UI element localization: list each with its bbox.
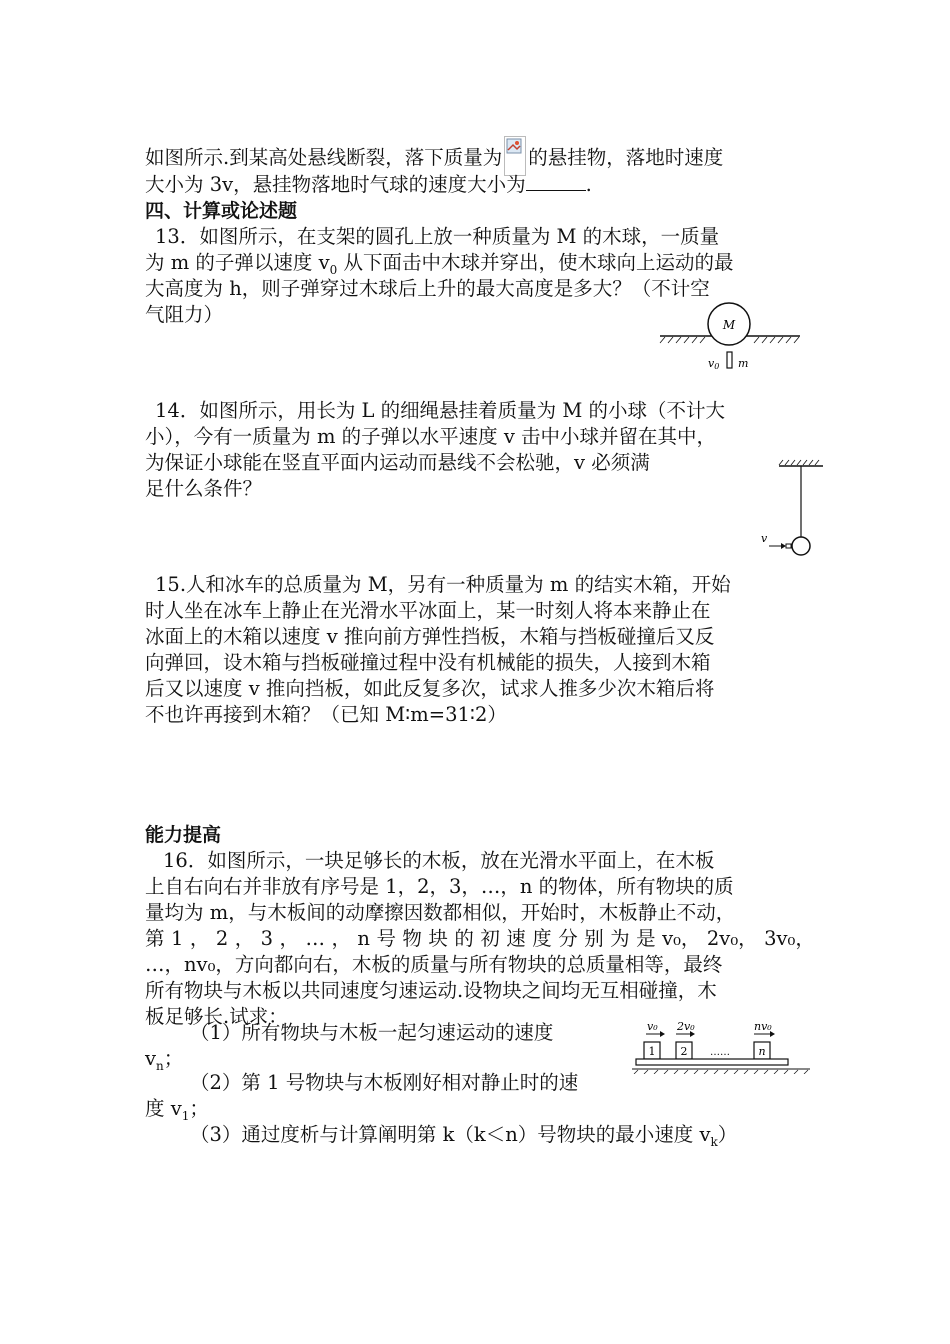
q16-figure — [632, 1018, 812, 1074]
small-ball — [792, 537, 810, 555]
q12-line-1: 如图所示.到某高处悬线断裂，落下质量为 的悬挂物，落地时速度 — [145, 136, 723, 176]
answer-blank — [526, 172, 586, 191]
q16-line-5: …，nv₀，方向都向右，木板的质量与所有物块的总质量相等，最终 — [145, 953, 723, 976]
q13-line-3: 大高度为 h，则子弹穿过木球后上升的最大高度是多大？（不计空 — [145, 277, 710, 300]
q14-line-1: 14．如图所示，用长为 L 的细绳悬挂着质量为 M 的小球（不计大 — [155, 399, 726, 422]
q13-line-2: 为 m 的子弹以速度 $v_0$ 从下面击中木球并穿出，使木球向上运动的最 — [145, 251, 734, 277]
q15-line-1: 15.人和冰车的总质量为 M，另有一种质量为 m 的结实木箱，开始 — [155, 573, 731, 596]
q16-line-1: 16．如图所示，一块足够长的木板，放在光滑水平面上，在木板 — [163, 849, 715, 872]
bullet — [786, 544, 791, 548]
section-heading-4: 四、计算或论述题 — [145, 200, 298, 222]
svg-text:v: v — [761, 532, 768, 545]
q14-line-2: 小），今有一质量为 m 的子弹以水平速度 v 击中小球并留在其中， — [145, 425, 717, 448]
q16-line-7: 板足够长.试求： — [145, 1005, 288, 1028]
svg-text:1: 1 — [648, 1045, 656, 1058]
q16-line-4: 第 1 ， 2 ， 3 ， … ， n 号 物 块 的 初 速 度 分 别 为 是 v₀， 2v₀， 3v₀， — [145, 927, 815, 950]
q14-line-4: 足什么条件？ — [145, 477, 263, 500]
svg-text:v0: v0 — [708, 357, 720, 371]
q13-line-1: 13．如图所示，在支架的圆孔上放一种质量为 M 的木球，一质量 — [155, 225, 720, 248]
svg-text:n: n — [758, 1045, 766, 1058]
svg-text:……: …… — [710, 1047, 730, 1058]
q15-line-4: 向弹回，设木箱与挡板碰撞过程中没有机械能的损失，人接到木箱 — [145, 651, 711, 674]
q16-line-6: 所有物块与木板以共同速度匀速运动.设物块之间均无互相碰撞，木 — [145, 979, 717, 1002]
q14-figure — [755, 458, 825, 558]
board — [636, 1059, 788, 1065]
ball-label: M — [722, 318, 736, 332]
q15-line-5: 后又以速度 v 推向挡板，如此反复多次，试求人推多少次木箱后将 — [145, 677, 715, 700]
q13-line-4: 气阻力） — [145, 303, 224, 326]
q13-figure — [655, 300, 805, 378]
section-heading-ability: 能力提高 — [145, 824, 222, 846]
q16-line-3: 量均为 m，与木板间的动摩擦因数都相似，开始时，木板静止不动， — [145, 901, 736, 924]
q15-line-6: 不也许再接到木箱？（已知 M∶m=31∶2） — [145, 703, 507, 726]
q16-part-1-cont: $v_n$； — [145, 1047, 184, 1073]
q16-part-1: （1）所有物块与木板一起匀速运动的速度 — [190, 1021, 554, 1044]
q16-part-3: （3）通过度析与计算阐明第 k（k＜n）号物块的最小速度 $v_k$） — [190, 1123, 738, 1149]
q15-line-3: 冰面上的木箱以速度 v 推向前方弹性挡板，木箱与挡板碰撞后又反 — [145, 625, 715, 648]
q16-line-2: 上自右向右并非放有序号是 1，2，3，…，n 的物体，所有物块的质 — [145, 875, 734, 898]
q16-part-2: （2）第 1 号物块与木板刚好相对静止时的速 — [190, 1071, 579, 1094]
q15-line-2: 时人坐在冰车上静止在光滑水平冰面上，某一时刻人将本来静止在 — [145, 599, 711, 622]
svg-text:m: m — [738, 357, 749, 370]
bullet — [727, 352, 732, 368]
svg-text:2v₀: 2v₀ — [677, 1020, 695, 1033]
svg-text:v₀: v₀ — [647, 1020, 658, 1033]
broken-image-icon — [504, 136, 526, 176]
svg-text:2: 2 — [680, 1045, 688, 1058]
q16-part-2-cont: 度 $v_1$； — [145, 1097, 209, 1123]
svg-text:nv₀: nv₀ — [754, 1020, 772, 1033]
q14-line-3: 为保证小球能在竖直平面内运动而悬线不会松驰，v 必须满 — [145, 451, 650, 474]
q12-line-2: 大小为 3v，悬挂物落地时气球的速度大小为 . — [145, 173, 592, 196]
